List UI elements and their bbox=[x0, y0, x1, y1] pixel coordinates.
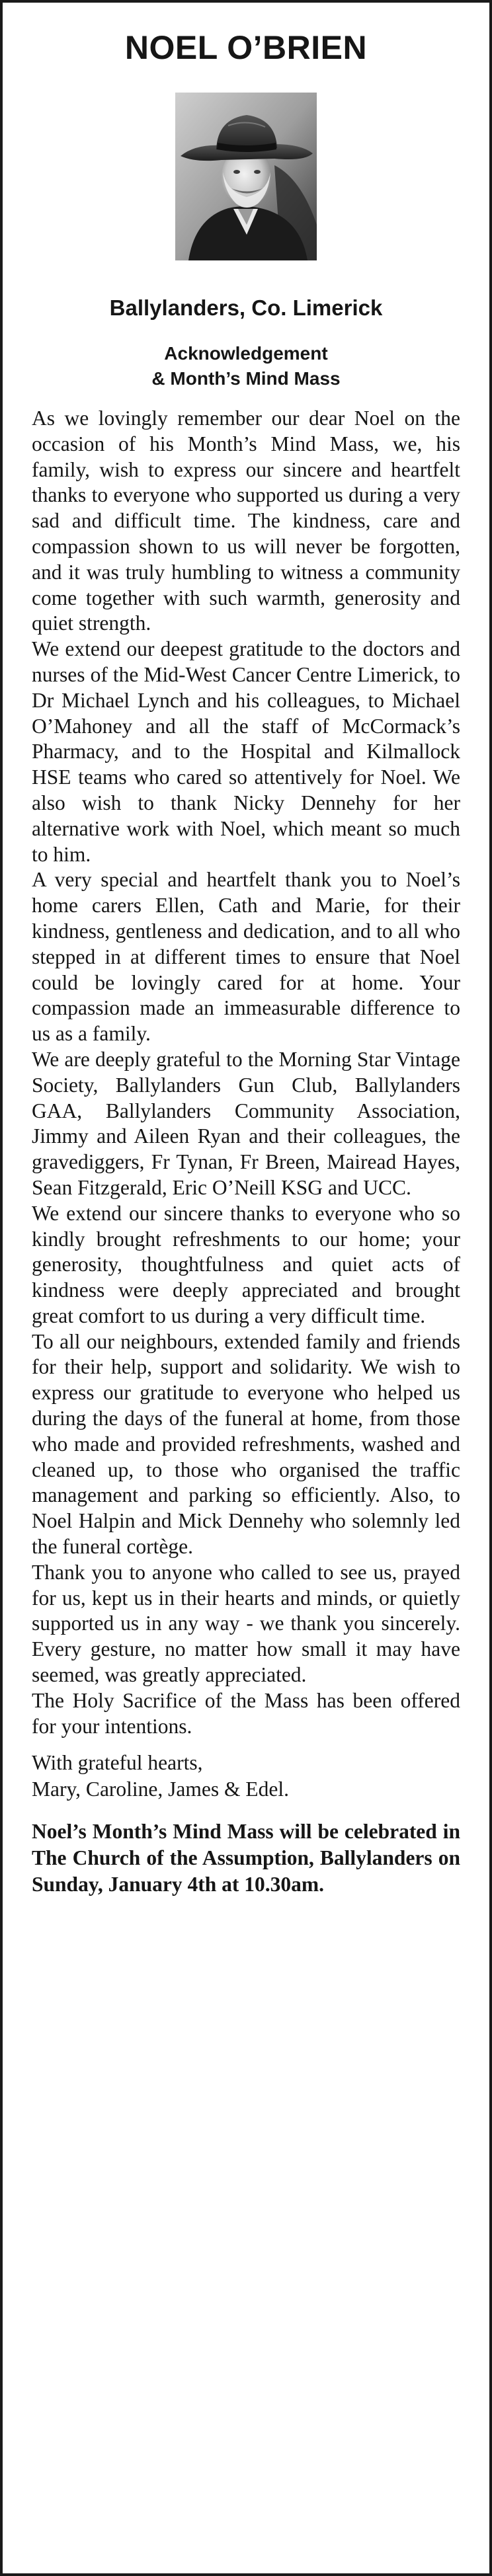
deceased-name: NOEL O’BRIEN bbox=[124, 29, 368, 66]
location-line: Ballylanders, Co. Limerick bbox=[109, 295, 383, 320]
heading-months-mind-mass: & Month’s Mind Mass bbox=[151, 368, 341, 389]
portrait-photo bbox=[175, 93, 317, 260]
notice-heading bbox=[32, 341, 460, 391]
heading-acknowledgement: Acknowledgement bbox=[164, 343, 328, 364]
body-paragraph: We extend our deepest gratitude to the doctors and nurses of the Mid-West Cancer Centre Limerick, to Dr Michael Lynch and his colleagues, to Michael O’Mahoney and all the staff of McCormack’s Pharmacy, and to the Hospital and Kilmallock HSE teams who cared so attentively for Noel. We also wish to thank Nicky Dennehy for her alternative work with Noel, which meant so much to him. bbox=[32, 637, 460, 866]
photo-frame bbox=[32, 93, 460, 260]
body-paragraph: We are deeply grateful to the Morning Star Vintage Society, Ballylanders Gun Club, Ballylanders GAA, Ballylanders Community Association, Jimmy and Aileen Ryan and their colleagues, the gravediggers, Fr Tynan, Fr Breen, Mairead Hayes, Sean Fitzgerald, Eric O’Neill KSG and UCC. bbox=[32, 1047, 460, 1199]
body-paragraph: To all our neighbours, extended family and friends for their help, support and solidarity. We wish to express our gratitude to everyone who helped us during the days of the funeral at home, from those who made and provided refreshments, washed and cleaned up, to those who organised the traffic management and parking so efficiently. Also, to Noel Halpin and Mick Dennehy who solemnly led the funeral cortège. bbox=[32, 1329, 460, 1559]
body-paragraph: A very special and heartfelt thank you to Noel’s home carers Ellen, Cath and Marie, for their kindness, gentleness and dedication, and to all who stepped in at different times to ensure that Noel could be lovingly cared for at home. Your compassion made an immeasurable difference to us as a family. bbox=[32, 868, 460, 1046]
body-paragraph: As we lovingly remember our dear Noel on the occasion of his Month’s Mind Mass, we, his family, wish to express our sincere and heartfelt thanks to everyone who supported us during a very sad and difficult time. The kindness, care and compassion shown to us will never be forgotten, and it was truly humbling to witness a community come together with such warmth, generosity and quiet strength. bbox=[32, 407, 460, 635]
body-paragraph: Thank you to anyone who called to see us, prayed for us, kept us in their hearts and minds, or quietly supported us in any way - we thank you sincerely. Every gesture, no matter how small it may have seemed, was greatly appreciated. bbox=[32, 1560, 460, 1687]
signoff bbox=[32, 1750, 460, 1803]
body-paragraph: The Holy Sacrifice of the Mass has been offered for your intentions. bbox=[32, 1688, 460, 1738]
signoff-family-names: Mary, Caroline, James & Edel. bbox=[32, 1777, 289, 1801]
signoff-greeting: With grateful hearts, bbox=[32, 1751, 203, 1775]
acknowledgement-body bbox=[32, 406, 460, 1739]
body-paragraph: We extend our sincere thanks to everyone who so kindly brought refreshments to our home; your generosity, thoughtfulness and quiet acts of kindness were deeply appreciated and brought great comfort to us during a very difficult time. bbox=[32, 1201, 460, 1327]
mass-announcement: Noel’s Month’s Mind Mass will be celebrated in The Church of the Assumption, Ballylanders on Sunday, January 4th at 10.30am. bbox=[32, 1820, 460, 1896]
